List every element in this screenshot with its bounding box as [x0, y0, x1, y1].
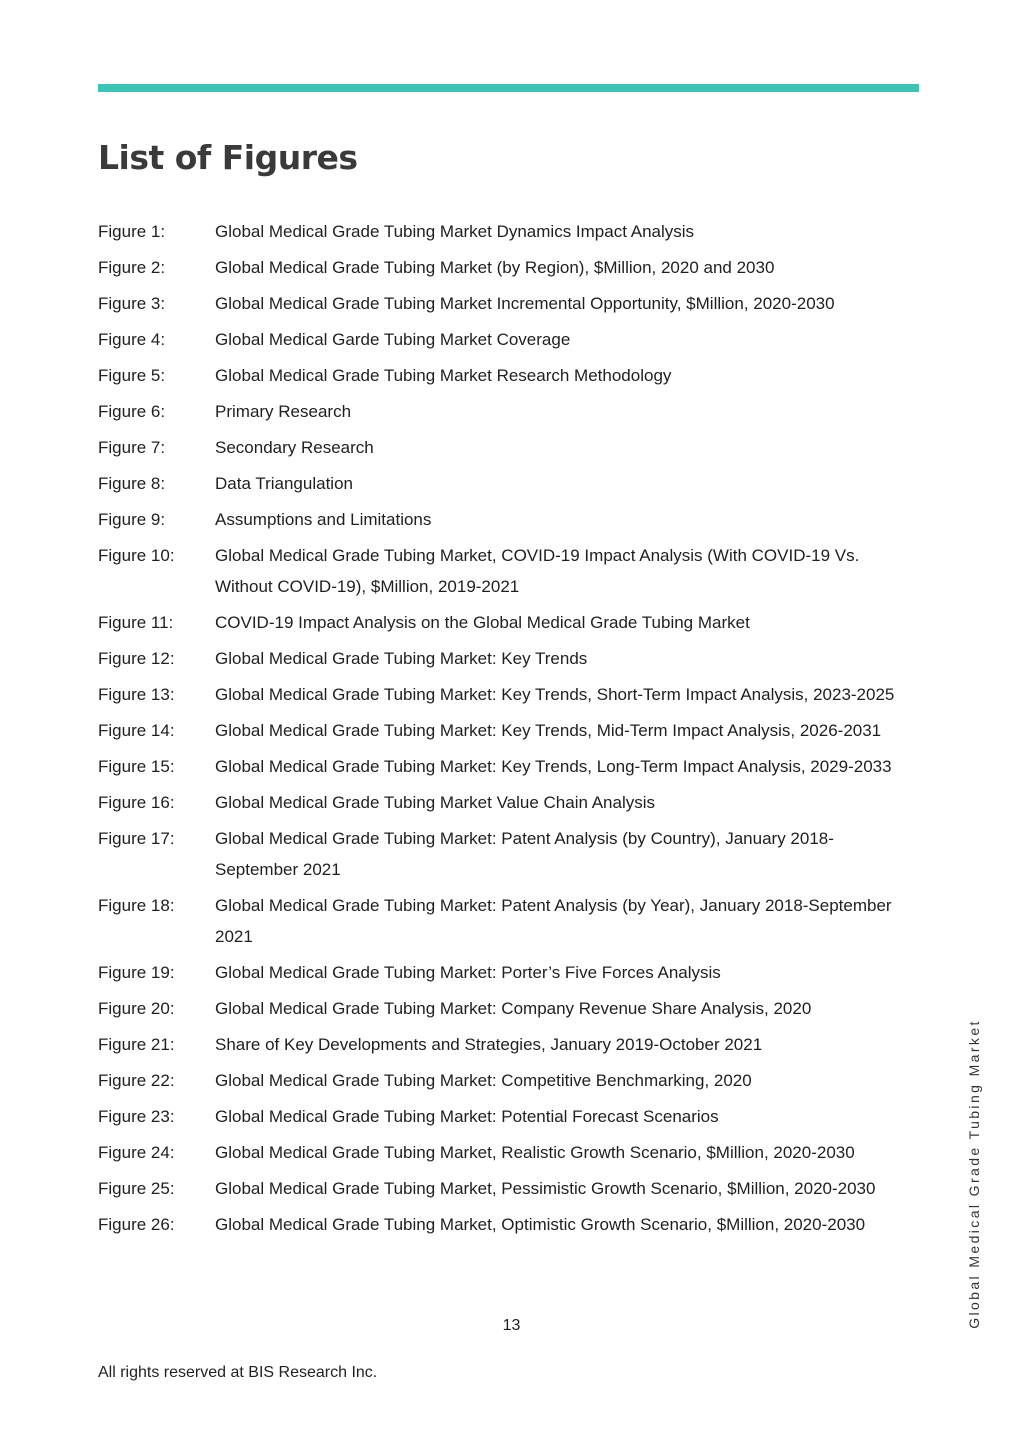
figure-title: Global Medical Grade Tubing Market: Porter’s Five Forces Analysis	[215, 963, 721, 982]
figure-number: Figure 6:	[98, 402, 166, 421]
figure-title: Primary Research	[215, 402, 352, 421]
figure-entry	[98, 1209, 898, 1240]
figure-number: Figure 4:	[98, 330, 166, 349]
vertical-side-title: Global Medical Grade Tubing Market	[966, 1019, 982, 1329]
figure-number: Figure 26:	[98, 1215, 175, 1234]
figure-title: Global Medical Grade Tubing Market Value Chain Analysis	[215, 793, 656, 812]
figure-title: Global Medical Garde Tubing Market Coverage	[215, 330, 571, 349]
figure-entry	[98, 432, 898, 463]
figure-entry	[98, 1029, 898, 1060]
figure-entry	[98, 751, 898, 782]
figure-title: Global Medical Grade Tubing Market: Potential Forecast Scenarios	[215, 1107, 719, 1126]
figure-number: Figure 23:	[98, 1107, 175, 1126]
footer-copyright: All rights reserved at BIS Research Inc.	[98, 1364, 378, 1381]
figure-number: Figure 5:	[98, 366, 166, 385]
header-accent-rule	[98, 84, 919, 92]
figure-entry	[98, 288, 898, 319]
figure-entry	[98, 216, 898, 247]
figure-entry	[98, 823, 898, 885]
figure-number: Figure 9:	[98, 510, 166, 529]
figure-title: COVID-19 Impact Analysis on the Global Medical Grade Tubing Market	[215, 613, 750, 632]
figure-entry	[98, 324, 898, 355]
figure-title: Global Medical Grade Tubing Market: Key Trends	[215, 649, 588, 668]
figure-title: Share of Key Developments and Strategies, January 2019-October 2021	[215, 1035, 763, 1054]
figure-number: Figure 3:	[98, 294, 166, 313]
page-number: 13	[502, 1317, 521, 1334]
figure-title: Global Medical Grade Tubing Market, COVID-19 Impact Analysis (With COVID-19 Vs. Without COVID-19), $Million, 2019-2021	[215, 546, 860, 596]
figure-title: Global Medical Grade Tubing Market (by Region), $Million, 2020 and 2030	[215, 258, 775, 277]
figure-entry	[98, 1137, 898, 1168]
figure-number: Figure 22:	[98, 1071, 175, 1090]
figure-title: Global Medical Grade Tubing Market, Optimistic Growth Scenario, $Million, 2020-2030	[215, 1215, 866, 1234]
figure-entry	[98, 468, 898, 499]
figure-title: Data Triangulation	[215, 474, 353, 493]
figure-number: Figure 16:	[98, 793, 175, 812]
figure-number: Figure 11:	[98, 613, 174, 632]
figure-entry	[98, 607, 898, 638]
figure-title: Global Medical Grade Tubing Market: Company Revenue Share Analysis, 2020	[215, 999, 812, 1018]
figure-entry	[98, 1101, 898, 1132]
figure-number: Figure 17:	[98, 829, 175, 848]
figure-title: Global Medical Grade Tubing Market: Key Trends, Mid-Term Impact Analysis, 2026-2031	[215, 721, 882, 740]
figure-title: Global Medical Grade Tubing Market Research Methodology	[215, 366, 672, 385]
figure-entry	[98, 993, 898, 1024]
figure-entry	[98, 1065, 898, 1096]
figure-title: Global Medical Grade Tubing Market Dynamics Impact Analysis	[215, 222, 695, 241]
figure-number: Figure 15:	[98, 757, 175, 776]
figure-number: Figure 2:	[98, 258, 166, 277]
figure-number: Figure 14:	[98, 721, 175, 740]
figure-list	[98, 216, 898, 1245]
figure-entry	[98, 787, 898, 818]
figure-entry	[98, 890, 898, 952]
figure-number: Figure 1:	[98, 222, 166, 241]
figure-number: Figure 24:	[98, 1143, 175, 1162]
figure-title: Global Medical Grade Tubing Market: Key Trends, Long-Term Impact Analysis, 2029-2033	[215, 757, 892, 776]
figure-entry	[98, 679, 898, 710]
figure-number: Figure 12:	[98, 649, 175, 668]
figure-number: Figure 18:	[98, 896, 175, 915]
figure-entry	[98, 540, 898, 602]
figure-entry	[98, 360, 898, 391]
figure-title: Global Medical Grade Tubing Market: Competitive Benchmarking, 2020	[215, 1071, 752, 1090]
figure-number: Figure 7:	[98, 438, 166, 457]
figure-entry	[98, 396, 898, 427]
figure-entry	[98, 252, 898, 283]
figure-number: Figure 10:	[98, 546, 175, 565]
figure-entry	[98, 504, 898, 535]
figure-title: Global Medical Grade Tubing Market: Patent Analysis (by Year), January 2018-September 2021	[215, 896, 892, 946]
figure-title: Assumptions and Limitations	[215, 510, 432, 529]
figure-entry	[98, 957, 898, 988]
figure-entry	[98, 715, 898, 746]
figure-title: Secondary Research	[215, 438, 374, 457]
figure-number: Figure 19:	[98, 963, 175, 982]
figure-number: Figure 20:	[98, 999, 175, 1018]
figure-entry	[98, 643, 898, 674]
figure-title: Global Medical Grade Tubing Market, Realistic Growth Scenario, $Million, 2020-2030	[215, 1143, 855, 1162]
figure-title: Global Medical Grade Tubing Market: Key Trends, Short-Term Impact Analysis, 2023-2025	[215, 685, 895, 704]
figure-number: Figure 8:	[98, 474, 166, 493]
figure-number: Figure 25:	[98, 1179, 175, 1198]
figure-number: Figure 21:	[98, 1035, 175, 1054]
page-title: List of Figures	[98, 138, 358, 177]
figure-title: Global Medical Grade Tubing Market Incremental Opportunity, $Million, 2020-2030	[215, 294, 835, 313]
figure-title: Global Medical Grade Tubing Market: Patent Analysis (by Country), January 2018-September 2021	[215, 829, 834, 879]
figure-entry	[98, 1173, 898, 1204]
figure-number: Figure 13:	[98, 685, 175, 704]
figure-title: Global Medical Grade Tubing Market, Pessimistic Growth Scenario, $Million, 2020-2030	[215, 1179, 876, 1198]
